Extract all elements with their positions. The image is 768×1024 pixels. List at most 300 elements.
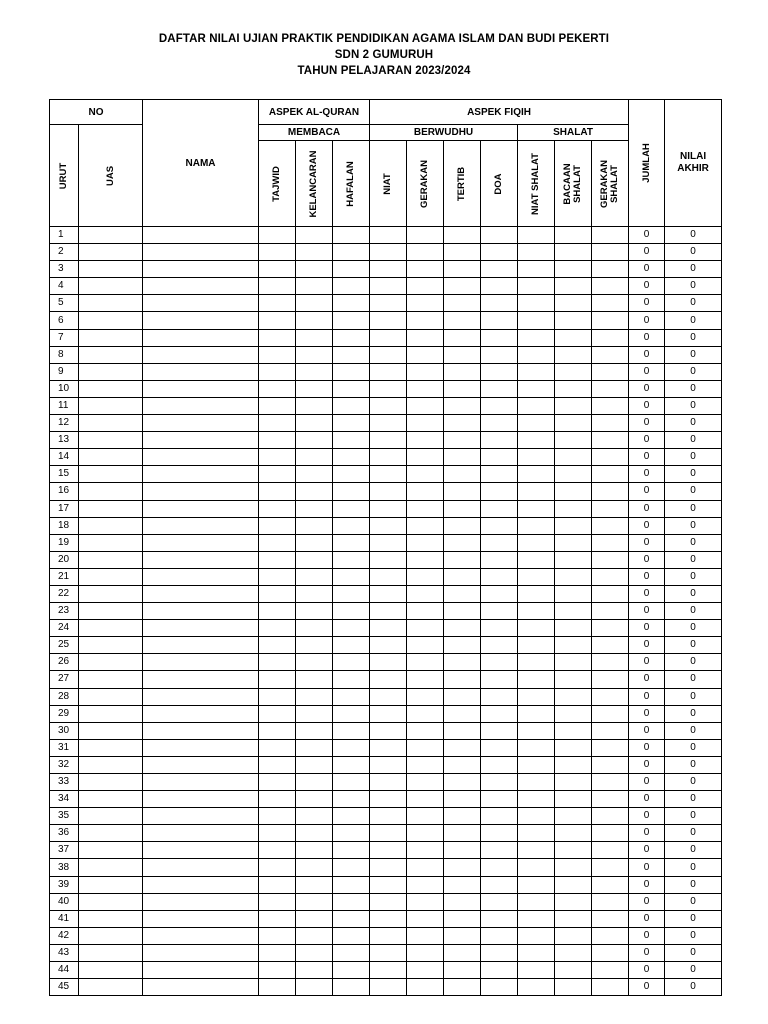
cell-hafalan[interactable] [333, 654, 370, 671]
cell-doa[interactable] [481, 397, 518, 414]
cell-kelancaran[interactable] [296, 329, 333, 346]
cell-uas[interactable] [79, 517, 143, 534]
cell-bacaan-shalat[interactable] [555, 722, 592, 739]
cell-niat-shalat[interactable] [518, 500, 555, 517]
cell-uas[interactable] [79, 227, 143, 244]
cell-niat-shalat[interactable] [518, 825, 555, 842]
cell-doa[interactable] [481, 620, 518, 637]
cell-gerakan[interactable] [407, 893, 444, 910]
cell-niat[interactable] [370, 312, 407, 329]
cell-niat-shalat[interactable] [518, 278, 555, 295]
cell-kelancaran[interactable] [296, 603, 333, 620]
cell-tertib[interactable] [444, 483, 481, 500]
cell-hafalan[interactable] [333, 432, 370, 449]
cell-tertib[interactable] [444, 517, 481, 534]
cell-uas[interactable] [79, 756, 143, 773]
cell-hafalan[interactable] [333, 722, 370, 739]
cell-niat-shalat[interactable] [518, 893, 555, 910]
cell-niat-shalat[interactable] [518, 876, 555, 893]
cell-hafalan[interactable] [333, 774, 370, 791]
cell-uas[interactable] [79, 500, 143, 517]
cell-bacaan-shalat[interactable] [555, 808, 592, 825]
cell-tajwid[interactable] [259, 637, 296, 654]
cell-hafalan[interactable] [333, 927, 370, 944]
cell-niat-shalat[interactable] [518, 910, 555, 927]
cell-gerakan[interactable] [407, 295, 444, 312]
cell-niat[interactable] [370, 637, 407, 654]
cell-gerakan-shalat[interactable] [592, 876, 629, 893]
cell-niat-shalat[interactable] [518, 261, 555, 278]
cell-uas[interactable] [79, 962, 143, 979]
cell-hafalan[interactable] [333, 808, 370, 825]
cell-gerakan-shalat[interactable] [592, 637, 629, 654]
cell-gerakan-shalat[interactable] [592, 380, 629, 397]
cell-tertib[interactable] [444, 825, 481, 842]
cell-gerakan-shalat[interactable] [592, 500, 629, 517]
cell-niat[interactable] [370, 363, 407, 380]
cell-gerakan[interactable] [407, 329, 444, 346]
cell-gerakan-shalat[interactable] [592, 739, 629, 756]
cell-niat-shalat[interactable] [518, 227, 555, 244]
cell-hafalan[interactable] [333, 876, 370, 893]
cell-gerakan-shalat[interactable] [592, 415, 629, 432]
cell-hafalan[interactable] [333, 962, 370, 979]
cell-gerakan-shalat[interactable] [592, 312, 629, 329]
cell-kelancaran[interactable] [296, 278, 333, 295]
cell-gerakan-shalat[interactable] [592, 483, 629, 500]
cell-niat[interactable] [370, 842, 407, 859]
cell-bacaan-shalat[interactable] [555, 278, 592, 295]
cell-uas[interactable] [79, 312, 143, 329]
cell-tertib[interactable] [444, 654, 481, 671]
cell-gerakan[interactable] [407, 791, 444, 808]
cell-uas[interactable] [79, 774, 143, 791]
cell-nama[interactable] [143, 261, 259, 278]
cell-gerakan[interactable] [407, 722, 444, 739]
cell-tajwid[interactable] [259, 312, 296, 329]
cell-nama[interactable] [143, 227, 259, 244]
cell-gerakan-shalat[interactable] [592, 551, 629, 568]
cell-niat[interactable] [370, 568, 407, 585]
cell-hafalan[interactable] [333, 363, 370, 380]
cell-gerakan[interactable] [407, 654, 444, 671]
cell-tajwid[interactable] [259, 791, 296, 808]
cell-nama[interactable] [143, 278, 259, 295]
cell-doa[interactable] [481, 568, 518, 585]
cell-kelancaran[interactable] [296, 859, 333, 876]
cell-doa[interactable] [481, 244, 518, 261]
cell-doa[interactable] [481, 261, 518, 278]
cell-nama[interactable] [143, 534, 259, 551]
cell-nama[interactable] [143, 363, 259, 380]
cell-uas[interactable] [79, 585, 143, 602]
cell-gerakan[interactable] [407, 415, 444, 432]
cell-hafalan[interactable] [333, 842, 370, 859]
cell-tertib[interactable] [444, 910, 481, 927]
cell-tajwid[interactable] [259, 534, 296, 551]
cell-niat[interactable] [370, 876, 407, 893]
cell-gerakan-shalat[interactable] [592, 295, 629, 312]
cell-kelancaran[interactable] [296, 944, 333, 961]
cell-bacaan-shalat[interactable] [555, 876, 592, 893]
cell-niat-shalat[interactable] [518, 603, 555, 620]
cell-nama[interactable] [143, 654, 259, 671]
cell-gerakan[interactable] [407, 432, 444, 449]
cell-gerakan[interactable] [407, 517, 444, 534]
cell-uas[interactable] [79, 910, 143, 927]
cell-doa[interactable] [481, 808, 518, 825]
cell-doa[interactable] [481, 329, 518, 346]
cell-niat-shalat[interactable] [518, 927, 555, 944]
cell-niat[interactable] [370, 774, 407, 791]
cell-kelancaran[interactable] [296, 568, 333, 585]
cell-niat[interactable] [370, 483, 407, 500]
cell-bacaan-shalat[interactable] [555, 739, 592, 756]
cell-gerakan-shalat[interactable] [592, 705, 629, 722]
cell-gerakan[interactable] [407, 842, 444, 859]
cell-bacaan-shalat[interactable] [555, 363, 592, 380]
cell-doa[interactable] [481, 705, 518, 722]
cell-nama[interactable] [143, 397, 259, 414]
cell-tajwid[interactable] [259, 808, 296, 825]
cell-kelancaran[interactable] [296, 432, 333, 449]
cell-kelancaran[interactable] [296, 585, 333, 602]
cell-bacaan-shalat[interactable] [555, 415, 592, 432]
cell-nama[interactable] [143, 842, 259, 859]
cell-gerakan[interactable] [407, 346, 444, 363]
cell-tertib[interactable] [444, 603, 481, 620]
cell-doa[interactable] [481, 517, 518, 534]
cell-nama[interactable] [143, 774, 259, 791]
cell-gerakan[interactable] [407, 774, 444, 791]
cell-gerakan-shalat[interactable] [592, 962, 629, 979]
cell-tajwid[interactable] [259, 620, 296, 637]
cell-gerakan-shalat[interactable] [592, 244, 629, 261]
cell-bacaan-shalat[interactable] [555, 500, 592, 517]
cell-tajwid[interactable] [259, 910, 296, 927]
cell-gerakan[interactable] [407, 466, 444, 483]
cell-gerakan-shalat[interactable] [592, 397, 629, 414]
cell-gerakan-shalat[interactable] [592, 620, 629, 637]
cell-niat-shalat[interactable] [518, 688, 555, 705]
cell-uas[interactable] [79, 688, 143, 705]
cell-doa[interactable] [481, 722, 518, 739]
cell-gerakan[interactable] [407, 705, 444, 722]
cell-tajwid[interactable] [259, 432, 296, 449]
cell-niat-shalat[interactable] [518, 346, 555, 363]
cell-bacaan-shalat[interactable] [555, 397, 592, 414]
cell-niat[interactable] [370, 227, 407, 244]
cell-doa[interactable] [481, 774, 518, 791]
cell-doa[interactable] [481, 363, 518, 380]
cell-niat-shalat[interactable] [518, 517, 555, 534]
cell-doa[interactable] [481, 979, 518, 996]
cell-bacaan-shalat[interactable] [555, 380, 592, 397]
cell-bacaan-shalat[interactable] [555, 637, 592, 654]
cell-tertib[interactable] [444, 876, 481, 893]
cell-gerakan-shalat[interactable] [592, 534, 629, 551]
cell-gerakan[interactable] [407, 534, 444, 551]
cell-nama[interactable] [143, 346, 259, 363]
cell-niat[interactable] [370, 910, 407, 927]
cell-doa[interactable] [481, 500, 518, 517]
cell-niat-shalat[interactable] [518, 415, 555, 432]
cell-niat[interactable] [370, 944, 407, 961]
cell-hafalan[interactable] [333, 585, 370, 602]
cell-kelancaran[interactable] [296, 244, 333, 261]
cell-tajwid[interactable] [259, 346, 296, 363]
cell-niat[interactable] [370, 722, 407, 739]
cell-kelancaran[interactable] [296, 893, 333, 910]
cell-doa[interactable] [481, 551, 518, 568]
cell-doa[interactable] [481, 893, 518, 910]
cell-doa[interactable] [481, 415, 518, 432]
cell-niat[interactable] [370, 808, 407, 825]
cell-tertib[interactable] [444, 363, 481, 380]
cell-nama[interactable] [143, 380, 259, 397]
cell-hafalan[interactable] [333, 346, 370, 363]
cell-bacaan-shalat[interactable] [555, 927, 592, 944]
cell-hafalan[interactable] [333, 244, 370, 261]
cell-tertib[interactable] [444, 722, 481, 739]
cell-hafalan[interactable] [333, 859, 370, 876]
cell-niat-shalat[interactable] [518, 585, 555, 602]
cell-kelancaran[interactable] [296, 876, 333, 893]
cell-tertib[interactable] [444, 705, 481, 722]
cell-gerakan-shalat[interactable] [592, 927, 629, 944]
cell-tajwid[interactable] [259, 415, 296, 432]
cell-nama[interactable] [143, 910, 259, 927]
cell-doa[interactable] [481, 944, 518, 961]
cell-bacaan-shalat[interactable] [555, 483, 592, 500]
cell-bacaan-shalat[interactable] [555, 466, 592, 483]
cell-gerakan[interactable] [407, 380, 444, 397]
cell-doa[interactable] [481, 432, 518, 449]
cell-doa[interactable] [481, 227, 518, 244]
cell-bacaan-shalat[interactable] [555, 534, 592, 551]
cell-gerakan-shalat[interactable] [592, 979, 629, 996]
cell-gerakan-shalat[interactable] [592, 893, 629, 910]
cell-gerakan[interactable] [407, 278, 444, 295]
cell-niat-shalat[interactable] [518, 842, 555, 859]
cell-uas[interactable] [79, 415, 143, 432]
cell-tajwid[interactable] [259, 380, 296, 397]
cell-tajwid[interactable] [259, 585, 296, 602]
cell-gerakan[interactable] [407, 312, 444, 329]
cell-hafalan[interactable] [333, 483, 370, 500]
cell-uas[interactable] [79, 808, 143, 825]
cell-niat[interactable] [370, 859, 407, 876]
cell-tertib[interactable] [444, 944, 481, 961]
cell-niat-shalat[interactable] [518, 944, 555, 961]
cell-tajwid[interactable] [259, 705, 296, 722]
cell-kelancaran[interactable] [296, 295, 333, 312]
cell-bacaan-shalat[interactable] [555, 893, 592, 910]
cell-nama[interactable] [143, 449, 259, 466]
cell-doa[interactable] [481, 756, 518, 773]
cell-gerakan[interactable] [407, 808, 444, 825]
cell-kelancaran[interactable] [296, 380, 333, 397]
cell-hafalan[interactable] [333, 261, 370, 278]
cell-tertib[interactable] [444, 449, 481, 466]
cell-niat-shalat[interactable] [518, 756, 555, 773]
cell-niat-shalat[interactable] [518, 295, 555, 312]
cell-tajwid[interactable] [259, 722, 296, 739]
cell-niat-shalat[interactable] [518, 363, 555, 380]
cell-hafalan[interactable] [333, 534, 370, 551]
cell-niat-shalat[interactable] [518, 722, 555, 739]
cell-uas[interactable] [79, 944, 143, 961]
cell-gerakan-shalat[interactable] [592, 859, 629, 876]
cell-gerakan[interactable] [407, 261, 444, 278]
cell-bacaan-shalat[interactable] [555, 568, 592, 585]
cell-niat-shalat[interactable] [518, 449, 555, 466]
cell-gerakan-shalat[interactable] [592, 432, 629, 449]
cell-tajwid[interactable] [259, 654, 296, 671]
cell-kelancaran[interactable] [296, 962, 333, 979]
cell-kelancaran[interactable] [296, 705, 333, 722]
cell-nama[interactable] [143, 637, 259, 654]
cell-uas[interactable] [79, 432, 143, 449]
cell-nama[interactable] [143, 739, 259, 756]
cell-hafalan[interactable] [333, 397, 370, 414]
cell-uas[interactable] [79, 825, 143, 842]
cell-gerakan[interactable] [407, 363, 444, 380]
cell-niat-shalat[interactable] [518, 244, 555, 261]
cell-niat[interactable] [370, 449, 407, 466]
cell-bacaan-shalat[interactable] [555, 346, 592, 363]
cell-tajwid[interactable] [259, 927, 296, 944]
cell-kelancaran[interactable] [296, 756, 333, 773]
cell-niat-shalat[interactable] [518, 774, 555, 791]
cell-nama[interactable] [143, 415, 259, 432]
cell-tertib[interactable] [444, 739, 481, 756]
cell-kelancaran[interactable] [296, 722, 333, 739]
cell-nama[interactable] [143, 466, 259, 483]
cell-gerakan-shalat[interactable] [592, 278, 629, 295]
cell-doa[interactable] [481, 449, 518, 466]
cell-gerakan[interactable] [407, 551, 444, 568]
cell-doa[interactable] [481, 534, 518, 551]
cell-tertib[interactable] [444, 295, 481, 312]
cell-niat[interactable] [370, 671, 407, 688]
cell-niat-shalat[interactable] [518, 962, 555, 979]
cell-kelancaran[interactable] [296, 774, 333, 791]
cell-doa[interactable] [481, 791, 518, 808]
cell-gerakan-shalat[interactable] [592, 791, 629, 808]
cell-gerakan-shalat[interactable] [592, 261, 629, 278]
cell-gerakan[interactable] [407, 449, 444, 466]
cell-niat[interactable] [370, 466, 407, 483]
cell-uas[interactable] [79, 397, 143, 414]
cell-uas[interactable] [79, 637, 143, 654]
cell-doa[interactable] [481, 825, 518, 842]
cell-kelancaran[interactable] [296, 227, 333, 244]
cell-tertib[interactable] [444, 346, 481, 363]
cell-tertib[interactable] [444, 568, 481, 585]
cell-tertib[interactable] [444, 551, 481, 568]
cell-gerakan[interactable] [407, 739, 444, 756]
cell-niat[interactable] [370, 432, 407, 449]
cell-tajwid[interactable] [259, 568, 296, 585]
cell-tajwid[interactable] [259, 227, 296, 244]
cell-nama[interactable] [143, 500, 259, 517]
cell-bacaan-shalat[interactable] [555, 620, 592, 637]
cell-nama[interactable] [143, 876, 259, 893]
cell-niat[interactable] [370, 261, 407, 278]
cell-niat-shalat[interactable] [518, 620, 555, 637]
cell-uas[interactable] [79, 979, 143, 996]
cell-niat[interactable] [370, 295, 407, 312]
cell-tajwid[interactable] [259, 688, 296, 705]
cell-tertib[interactable] [444, 893, 481, 910]
cell-nama[interactable] [143, 722, 259, 739]
cell-hafalan[interactable] [333, 449, 370, 466]
cell-bacaan-shalat[interactable] [555, 329, 592, 346]
cell-niat[interactable] [370, 397, 407, 414]
cell-gerakan-shalat[interactable] [592, 466, 629, 483]
cell-kelancaran[interactable] [296, 910, 333, 927]
cell-gerakan-shalat[interactable] [592, 910, 629, 927]
cell-niat-shalat[interactable] [518, 551, 555, 568]
cell-hafalan[interactable] [333, 893, 370, 910]
cell-gerakan[interactable] [407, 756, 444, 773]
cell-bacaan-shalat[interactable] [555, 551, 592, 568]
cell-niat[interactable] [370, 962, 407, 979]
cell-uas[interactable] [79, 551, 143, 568]
cell-kelancaran[interactable] [296, 517, 333, 534]
cell-niat[interactable] [370, 585, 407, 602]
cell-uas[interactable] [79, 927, 143, 944]
cell-niat[interactable] [370, 825, 407, 842]
cell-niat-shalat[interactable] [518, 791, 555, 808]
cell-gerakan-shalat[interactable] [592, 346, 629, 363]
cell-niat[interactable] [370, 278, 407, 295]
cell-niat-shalat[interactable] [518, 432, 555, 449]
cell-doa[interactable] [481, 278, 518, 295]
cell-tajwid[interactable] [259, 603, 296, 620]
cell-bacaan-shalat[interactable] [555, 244, 592, 261]
cell-uas[interactable] [79, 261, 143, 278]
cell-tertib[interactable] [444, 774, 481, 791]
cell-gerakan[interactable] [407, 603, 444, 620]
cell-tertib[interactable] [444, 979, 481, 996]
cell-tajwid[interactable] [259, 500, 296, 517]
cell-bacaan-shalat[interactable] [555, 261, 592, 278]
cell-hafalan[interactable] [333, 227, 370, 244]
cell-hafalan[interactable] [333, 756, 370, 773]
cell-tajwid[interactable] [259, 551, 296, 568]
cell-kelancaran[interactable] [296, 791, 333, 808]
cell-bacaan-shalat[interactable] [555, 962, 592, 979]
cell-hafalan[interactable] [333, 551, 370, 568]
cell-niat-shalat[interactable] [518, 534, 555, 551]
cell-gerakan-shalat[interactable] [592, 722, 629, 739]
cell-gerakan[interactable] [407, 825, 444, 842]
cell-tajwid[interactable] [259, 756, 296, 773]
cell-doa[interactable] [481, 876, 518, 893]
cell-uas[interactable] [79, 483, 143, 500]
cell-uas[interactable] [79, 620, 143, 637]
cell-tajwid[interactable] [259, 671, 296, 688]
cell-nama[interactable] [143, 671, 259, 688]
cell-kelancaran[interactable] [296, 842, 333, 859]
cell-gerakan[interactable] [407, 585, 444, 602]
cell-nama[interactable] [143, 517, 259, 534]
cell-niat[interactable] [370, 244, 407, 261]
cell-niat-shalat[interactable] [518, 397, 555, 414]
cell-gerakan-shalat[interactable] [592, 825, 629, 842]
